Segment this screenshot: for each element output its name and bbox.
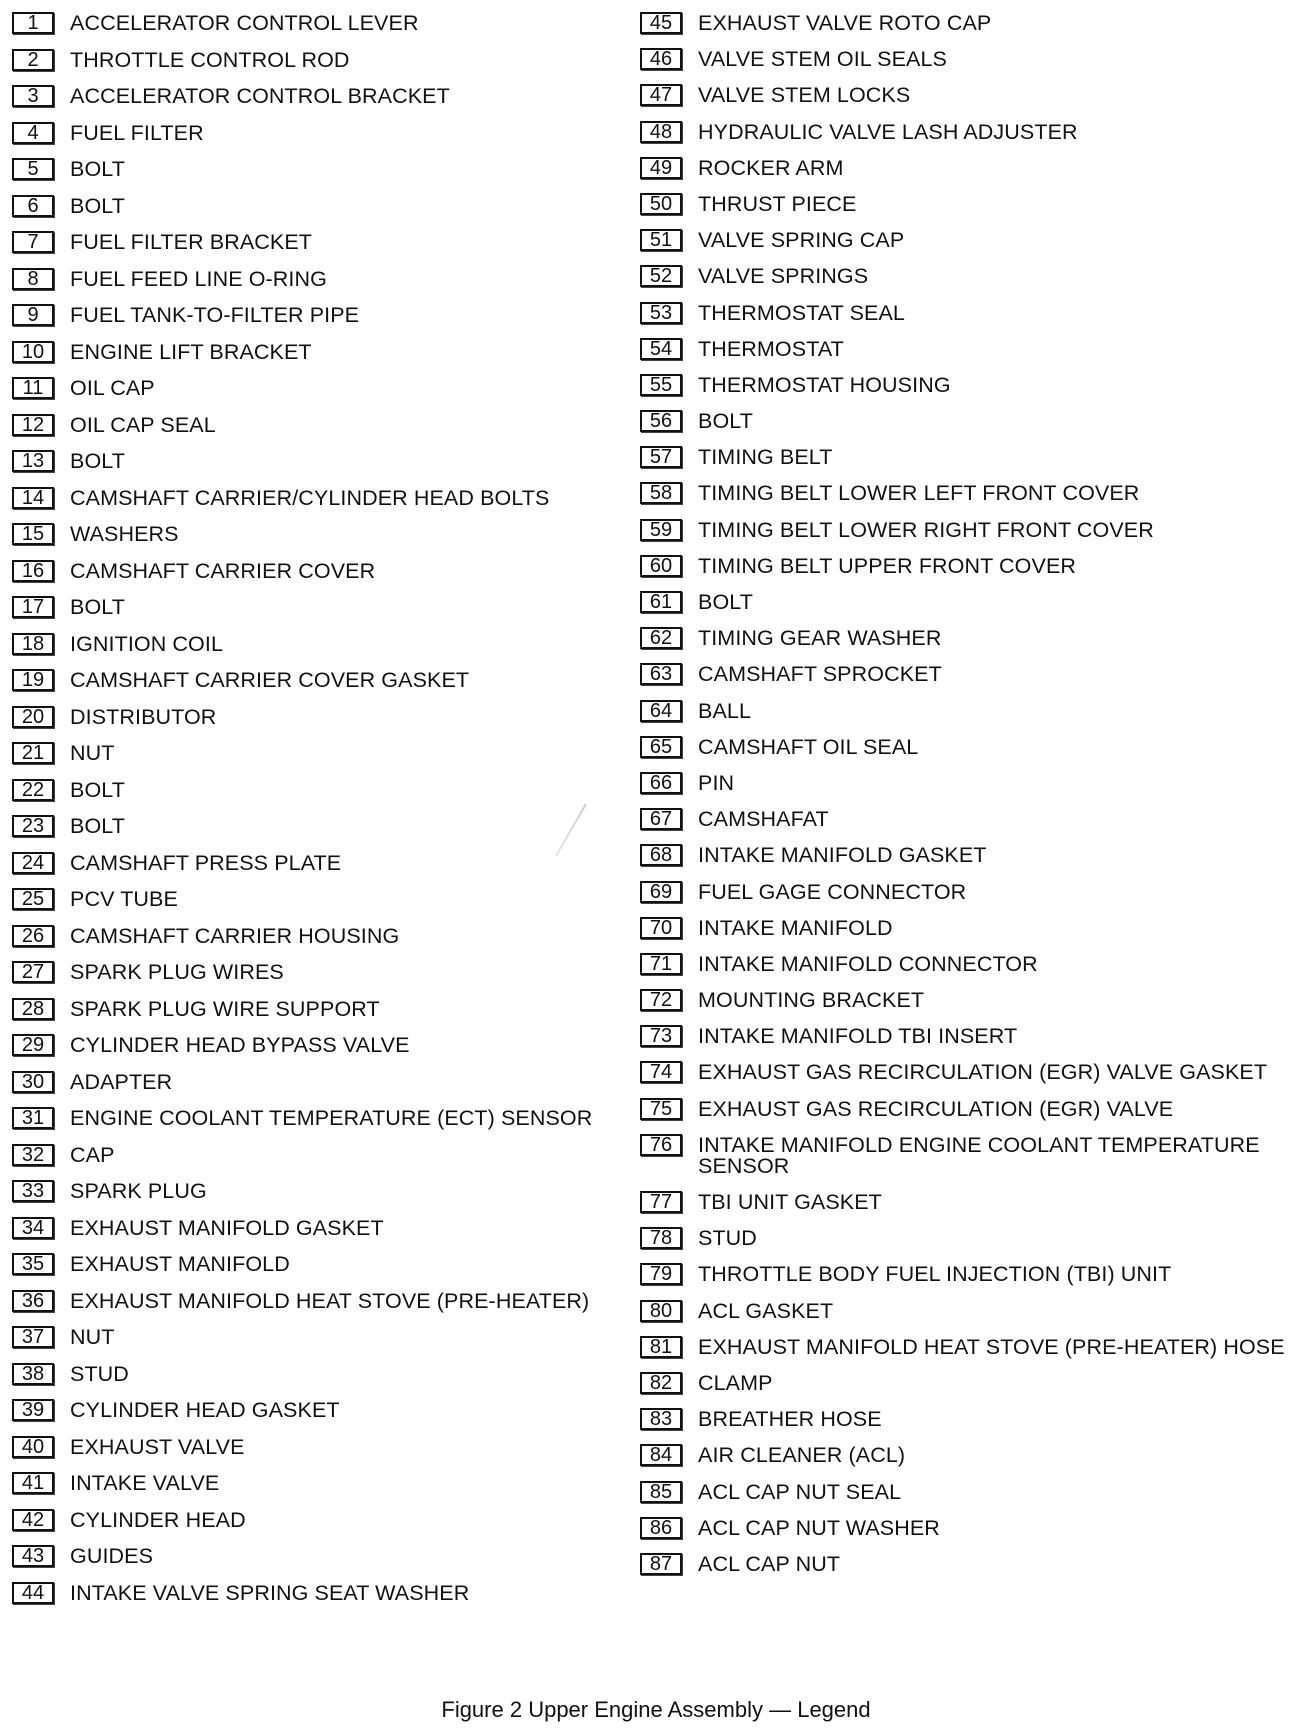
item-number-box: 60: [640, 555, 682, 577]
item-label: CAMSHAFAT: [698, 807, 829, 832]
item-label: ACCELERATOR CONTROL LEVER: [70, 11, 419, 35]
legend-item: [12, 523, 632, 545]
item-label: EXHAUST GAS RECIRCULATION (EGR) VALVE: [698, 1096, 1174, 1121]
item-label: ACL GASKET: [698, 1298, 834, 1323]
legend-item: [640, 446, 1302, 468]
item-number-box: 33: [12, 1180, 54, 1202]
item-number-box: 27: [12, 961, 54, 983]
item-number-box: 87: [640, 1553, 682, 1575]
item-label: CYLINDER HEAD BYPASS VALVE: [70, 1033, 410, 1057]
legend-item: [12, 1363, 632, 1385]
item-label: STUD: [70, 1361, 129, 1386]
item-label: VALVE STEM OIL SEALS: [698, 47, 947, 72]
item-label: ENGINE COOLANT TEMPERATURE (ECT) SENSOR: [70, 1106, 593, 1130]
item-number-box: 73: [640, 1025, 682, 1047]
item-label: BOLT: [70, 595, 125, 619]
item-number-box: 79: [640, 1263, 682, 1285]
item-number-box: 56: [640, 410, 682, 432]
item-label: OIL CAP: [70, 376, 155, 400]
item-label: ACL CAP NUT WASHER: [698, 1515, 940, 1540]
item-number-box: 42: [12, 1509, 54, 1531]
item-label: DISTRIBUTOR: [70, 704, 217, 729]
item-label: THERMOSTAT: [698, 336, 844, 361]
legend-item: [640, 1408, 1302, 1430]
legend-item: [640, 1481, 1302, 1503]
item-label: CAMSHAFT OIL SEAL: [698, 734, 919, 759]
item-number-box: 85: [640, 1481, 682, 1503]
item-number-box: 20: [12, 706, 54, 728]
legend-item: [640, 338, 1302, 360]
item-label: NUT: [70, 1325, 115, 1349]
item-label: INTAKE MANIFOLD: [698, 915, 893, 940]
legend-item: [640, 1263, 1302, 1285]
legend-item: [12, 1326, 632, 1348]
legend-item: [12, 231, 632, 253]
legend-item: [640, 121, 1302, 143]
item-label: EXHAUST MANIFOLD HEAT STOVE (PRE-HEATER) HOSE: [698, 1334, 1285, 1359]
item-label: FUEL FEED LINE O-RING: [70, 266, 327, 291]
item-label: EXHAUST VALVE: [70, 1434, 245, 1459]
legend-item: [12, 414, 632, 436]
legend-item: [12, 304, 632, 326]
item-number-box: 51: [640, 229, 682, 251]
item-number-box: 48: [640, 121, 682, 143]
item-number-box: 37: [12, 1326, 54, 1348]
item-number-box: 78: [640, 1227, 682, 1249]
item-label: CAMSHAFT SPROCKET: [698, 662, 942, 687]
item-label: ROCKER ARM: [698, 155, 844, 180]
item-label: THROTTLE CONTROL ROD: [70, 47, 350, 72]
legend-item: [640, 48, 1302, 70]
item-number-box: 43: [12, 1545, 54, 1567]
legend-item: [12, 487, 632, 509]
item-label: VALVE SPRING CAP: [698, 228, 905, 253]
item-number-box: 54: [640, 338, 682, 360]
legend-item: [12, 1436, 632, 1458]
item-number-box: 28: [12, 998, 54, 1020]
legend-item: [12, 12, 632, 34]
item-label: BOLT: [70, 193, 125, 218]
legend-item: [12, 1509, 632, 1531]
legend-item: [640, 229, 1302, 251]
item-label: FUEL FILTER: [70, 120, 204, 145]
legend-item: [640, 12, 1302, 34]
legend-item: [12, 1290, 632, 1312]
legend-item: [640, 374, 1302, 396]
item-number-box: 9: [12, 304, 54, 326]
item-number-box: 62: [640, 627, 682, 649]
legend-item: [640, 1444, 1302, 1466]
item-label: INTAKE MANIFOLD TBI INSERT: [698, 1024, 1018, 1049]
legend-item: [12, 998, 632, 1020]
item-number-box: 2: [12, 49, 54, 71]
item-number-box: 45: [640, 12, 682, 34]
legend-item: [640, 157, 1302, 179]
item-label: PIN: [698, 770, 735, 795]
item-label: FUEL GAGE CONNECTOR: [698, 879, 967, 904]
item-number-box: 11: [12, 377, 54, 399]
legend-item: [12, 195, 632, 217]
legend-item: [640, 302, 1302, 324]
item-number-box: 57: [640, 446, 682, 468]
item-number-box: 84: [640, 1444, 682, 1466]
item-number-box: 55: [640, 374, 682, 396]
item-label: PCV TUBE: [70, 887, 178, 911]
item-label: CLAMP: [698, 1370, 773, 1395]
legend-item: [12, 1180, 632, 1202]
legend-item: [640, 844, 1302, 866]
legend-item: [12, 1472, 632, 1494]
item-number-box: 26: [12, 925, 54, 947]
item-number-box: 47: [640, 84, 682, 106]
item-label: CAMSHAFT PRESS PLATE: [70, 850, 342, 875]
legend-item: [12, 1144, 632, 1166]
item-number-box: 22: [12, 779, 54, 801]
item-label: INTAKE MANIFOLD GASKET: [698, 843, 987, 868]
item-number-box: 74: [640, 1061, 682, 1083]
legend-item: [640, 519, 1302, 541]
item-number-box: 58: [640, 482, 682, 504]
item-label: BOLT: [70, 157, 125, 181]
legend-item: [12, 925, 632, 947]
item-number-box: 86: [640, 1517, 682, 1539]
legend-item: [12, 1217, 632, 1239]
item-label: TIMING BELT LOWER RIGHT FRONT COVER: [698, 517, 1154, 542]
item-label: BOLT: [698, 409, 753, 434]
legend-left-column: [12, 12, 632, 1618]
legend-item: [640, 1336, 1302, 1358]
item-number-box: 6: [12, 195, 54, 217]
item-number-box: 41: [12, 1472, 54, 1494]
item-number-box: 32: [12, 1144, 54, 1166]
item-number-box: 13: [12, 450, 54, 472]
legend-item: [640, 772, 1302, 794]
figure-caption: Figure 2 Upper Engine Assembly — Legend: [441, 1697, 871, 1722]
item-label: SPARK PLUG WIRES: [70, 960, 284, 984]
item-label: TIMING GEAR WASHER: [698, 626, 942, 651]
legend-item: [640, 410, 1302, 432]
legend-item: [640, 482, 1302, 504]
item-number-box: 69: [640, 881, 682, 903]
item-number-box: 70: [640, 917, 682, 939]
item-number-box: 39: [12, 1399, 54, 1421]
item-number-box: 38: [12, 1363, 54, 1385]
legend-item: [12, 1582, 632, 1604]
legend-item: [12, 742, 632, 764]
item-label: SPARK PLUG: [70, 1179, 207, 1203]
item-number-box: 50: [640, 193, 682, 215]
item-label: FUEL FILTER BRACKET: [70, 230, 313, 254]
item-number-box: 24: [12, 852, 54, 874]
item-label: CYLINDER HEAD: [70, 1507, 246, 1532]
item-number-box: 1: [12, 12, 54, 34]
legend-item: [640, 1025, 1302, 1047]
legend-item: [12, 268, 632, 290]
item-number-box: 80: [640, 1300, 682, 1322]
legend-item: [12, 1107, 632, 1129]
legend-item: [12, 1399, 632, 1421]
legend-item: [12, 122, 632, 144]
legend-right-column: [640, 12, 1302, 1589]
legend-item: [12, 888, 632, 910]
item-number-box: 53: [640, 302, 682, 324]
legend-item: [12, 560, 632, 582]
legend-item: [640, 700, 1302, 722]
item-label: HYDRAULIC VALVE LASH ADJUSTER: [698, 119, 1078, 144]
item-number-box: 16: [12, 560, 54, 582]
item-label: INTAKE MANIFOLD CONNECTOR: [698, 951, 1038, 976]
legend-item: [640, 1553, 1302, 1575]
legend-item: [12, 779, 632, 801]
item-label: BOLT: [70, 449, 125, 473]
item-label: VALVE SPRINGS: [698, 264, 869, 289]
item-number-box: 10: [12, 341, 54, 363]
item-label: WASHERS: [70, 522, 179, 546]
legend-item: [12, 158, 632, 180]
legend-item: [640, 881, 1302, 903]
legend-item: [12, 1034, 632, 1056]
legend-item: [640, 1300, 1302, 1322]
item-label: TIMING BELT UPPER FRONT COVER: [698, 553, 1077, 578]
item-label: IGNITION COIL: [70, 631, 224, 656]
legend-item: [640, 736, 1302, 758]
item-label: CAP: [70, 1142, 115, 1167]
legend-item: [640, 627, 1302, 649]
legend-item: [640, 193, 1302, 215]
item-number-box: 40: [12, 1436, 54, 1458]
item-label: BOLT: [70, 777, 125, 802]
legend-item: [12, 669, 632, 691]
item-label: ACL CAP NUT SEAL: [698, 1479, 902, 1504]
item-label: INTAKE MANIFOLD ENGINE COOLANT TEMPERATURE SENSOR: [698, 1132, 1260, 1178]
item-label: CAMSHAFT CARRIER HOUSING: [70, 923, 400, 948]
legend-item: [12, 377, 632, 399]
item-number-box: 68: [640, 844, 682, 866]
item-label: THERMOSTAT SEAL: [698, 300, 905, 325]
item-label: BOLT: [698, 590, 753, 614]
legend-item: [12, 633, 632, 655]
legend-item: [12, 1545, 632, 1567]
legend-item: [640, 808, 1302, 830]
item-number-box: 66: [640, 772, 682, 794]
item-label: STUD: [698, 1226, 757, 1251]
item-number-box: 31: [12, 1107, 54, 1129]
item-label: THRUST PIECE: [698, 191, 857, 216]
item-number-box: 64: [640, 700, 682, 722]
item-number-box: 63: [640, 663, 682, 685]
item-number-box: 30: [12, 1071, 54, 1093]
item-label: TIMING BELT: [698, 445, 833, 470]
legend-item: [640, 591, 1302, 613]
item-number-box: 15: [12, 523, 54, 545]
item-label: EXHAUST MANIFOLD: [70, 1252, 290, 1276]
item-number-box: 7: [12, 231, 54, 253]
item-label: ENGINE LIFT BRACKET: [70, 339, 312, 364]
legend-item: [640, 1191, 1302, 1213]
item-number-box: 19: [12, 669, 54, 691]
legend-item: [12, 341, 632, 363]
item-number-box: 8: [12, 268, 54, 290]
item-number-box: 65: [640, 736, 682, 758]
item-label: TIMING BELT LOWER LEFT FRONT COVER: [698, 481, 1140, 506]
item-number-box: 75: [640, 1098, 682, 1120]
item-label: THROTTLE BODY FUEL INJECTION (TBI) UNIT: [698, 1262, 1172, 1287]
item-label: NUT: [70, 741, 115, 765]
legend-item: [12, 1071, 632, 1093]
item-label: BOLT: [70, 814, 125, 838]
item-number-box: 52: [640, 265, 682, 287]
legend-item: [12, 85, 632, 107]
item-label: ACL CAP NUT: [698, 1551, 841, 1576]
item-label: EXHAUST MANIFOLD GASKET: [70, 1215, 384, 1240]
item-label: BALL: [698, 698, 751, 723]
item-number-box: 34: [12, 1217, 54, 1239]
item-number-box: 5: [12, 158, 54, 180]
item-number-box: 61: [640, 591, 682, 613]
legend-item: [640, 1517, 1302, 1539]
item-label: BREATHER HOSE: [698, 1407, 882, 1432]
legend-item: [12, 961, 632, 983]
item-label: CYLINDER HEAD GASKET: [70, 1398, 340, 1422]
item-label: GUIDES: [70, 1544, 154, 1568]
legend-item: [640, 555, 1302, 577]
legend-item: [640, 1134, 1302, 1177]
item-number-box: 67: [640, 808, 682, 830]
legend-item: [640, 1061, 1302, 1083]
item-number-box: 23: [12, 815, 54, 837]
item-label: INTAKE VALVE SPRING SEAT WASHER: [70, 1580, 470, 1605]
item-number-box: 49: [640, 157, 682, 179]
item-label: OIL CAP SEAL: [70, 412, 216, 437]
item-label: FUEL TANK-TO-FILTER PIPE: [70, 303, 360, 327]
item-number-box: 35: [12, 1253, 54, 1275]
item-label: EXHAUST MANIFOLD HEAT STOVE (PRE-HEATER): [70, 1288, 590, 1313]
item-number-box: 21: [12, 742, 54, 764]
legend-item: [12, 450, 632, 472]
legend-item: [12, 1253, 632, 1275]
item-number-box: 71: [640, 953, 682, 975]
item-number-box: 17: [12, 596, 54, 618]
legend-item: [640, 84, 1302, 106]
item-label: ADAPTER: [70, 1069, 173, 1094]
item-number-box: 81: [640, 1336, 682, 1358]
legend-item: [12, 596, 632, 618]
item-number-box: 59: [640, 519, 682, 541]
item-label: EXHAUST GAS RECIRCULATION (EGR) VALVE GASKET: [698, 1060, 1268, 1085]
item-number-box: 29: [12, 1034, 54, 1056]
legend-item: [640, 265, 1302, 287]
item-number-box: 44: [12, 1582, 54, 1604]
item-number-box: 25: [12, 888, 54, 910]
item-label: INTAKE VALVE: [70, 1471, 220, 1495]
item-label: EXHAUST VALVE ROTO CAP: [698, 11, 992, 35]
legend-item: [640, 663, 1302, 685]
legend-item: [640, 953, 1302, 975]
item-label: THERMOSTAT HOUSING: [698, 372, 951, 397]
item-label: TBI UNIT GASKET: [698, 1190, 882, 1214]
item-number-box: 76: [640, 1134, 682, 1156]
item-label: AIR CLEANER (ACL): [698, 1443, 906, 1468]
legend-item: [640, 1227, 1302, 1249]
item-number-box: 36: [12, 1290, 54, 1312]
legend-item: [12, 815, 632, 837]
item-number-box: 46: [640, 48, 682, 70]
item-number-box: 18: [12, 633, 54, 655]
legend-item: [640, 1098, 1302, 1120]
item-number-box: 82: [640, 1372, 682, 1394]
item-label: VALVE STEM LOCKS: [698, 83, 911, 108]
item-number-box: 14: [12, 487, 54, 509]
item-number-box: 12: [12, 414, 54, 436]
item-label: MOUNTING BRACKET: [698, 988, 925, 1013]
item-label: CAMSHAFT CARRIER/CYLINDER HEAD BOLTS: [70, 485, 550, 510]
legend-item: [12, 49, 632, 71]
item-label: ACCELERATOR CONTROL BRACKET: [70, 84, 450, 108]
item-label: CAMSHAFT CARRIER COVER: [70, 558, 376, 583]
legend-item: [640, 917, 1302, 939]
item-number-box: 83: [640, 1408, 682, 1430]
legend-item: [12, 852, 632, 874]
legend-item: [640, 989, 1302, 1011]
item-label: SPARK PLUG WIRE SUPPORT: [70, 996, 380, 1021]
item-label: CAMSHAFT CARRIER COVER GASKET: [70, 668, 470, 692]
legend-item: [640, 1372, 1302, 1394]
item-number-box: 3: [12, 85, 54, 107]
legend-item: [12, 706, 632, 728]
item-number-box: 72: [640, 989, 682, 1011]
item-number-box: 77: [640, 1191, 682, 1213]
item-number-box: 4: [12, 122, 54, 144]
